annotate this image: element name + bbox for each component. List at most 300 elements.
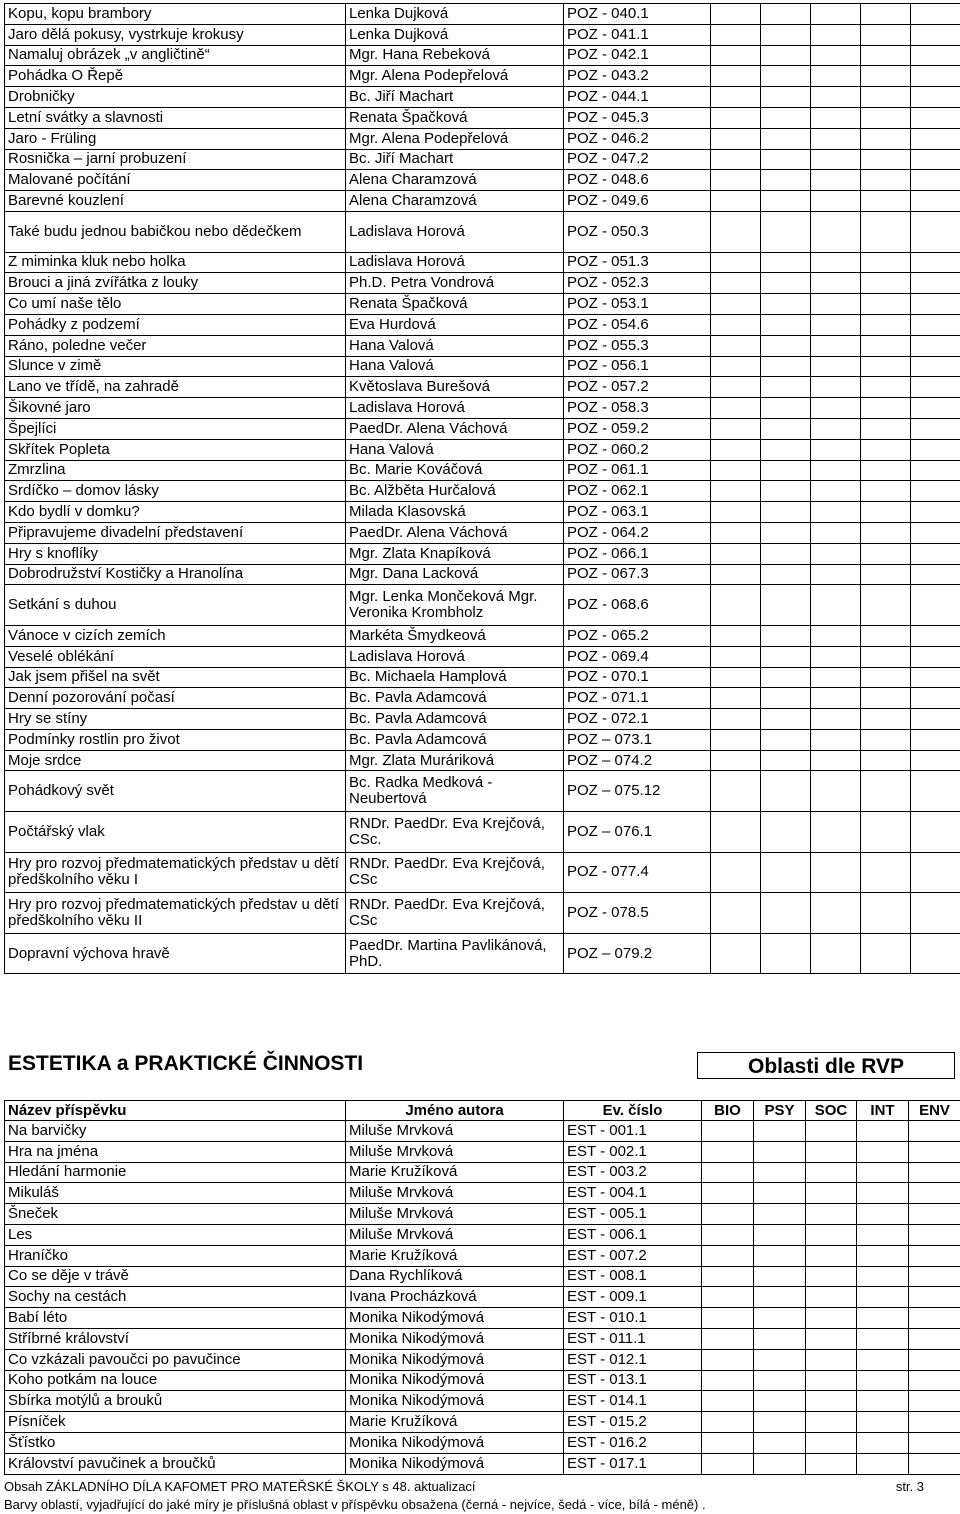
area-cell xyxy=(911,252,960,273)
table-row xyxy=(5,667,960,688)
area-cell xyxy=(861,273,911,294)
area-cell xyxy=(761,750,811,771)
cell-code: POZ - 053.1 xyxy=(564,294,711,315)
cell-code: EST - 001.1 xyxy=(564,1121,702,1142)
area-cell xyxy=(711,377,761,398)
table-row xyxy=(5,585,960,626)
area-cell xyxy=(911,502,960,523)
cell-code: POZ - 041.1 xyxy=(564,24,711,45)
area-cell xyxy=(861,750,911,771)
area-cell xyxy=(857,1412,909,1433)
area-cell xyxy=(857,1245,909,1266)
cell-code: POZ – 075.12 xyxy=(564,771,711,812)
cell-code: EST - 015.2 xyxy=(564,1412,702,1433)
cell-code: POZ - 049.6 xyxy=(564,191,711,212)
cell-author: Hana Valová xyxy=(346,356,564,377)
area-cell xyxy=(761,625,811,646)
cell-code: POZ - 062.1 xyxy=(564,481,711,502)
header-psy: PSY xyxy=(754,1101,806,1121)
area-cell xyxy=(861,418,911,439)
area-cell xyxy=(811,191,861,212)
table-row xyxy=(5,481,960,502)
area-cell xyxy=(911,933,960,974)
area-cell xyxy=(911,564,960,585)
area-cell xyxy=(754,1328,806,1349)
area-cell xyxy=(711,66,761,87)
area-cell xyxy=(711,398,761,419)
table-row xyxy=(5,314,960,335)
area-cell xyxy=(861,377,911,398)
area-cell xyxy=(811,377,861,398)
area-cell xyxy=(761,852,811,893)
area-cell xyxy=(754,1412,806,1433)
area-cell xyxy=(761,211,811,252)
cell-title: Sbírka motýlů a brouků xyxy=(5,1391,346,1412)
area-cell xyxy=(811,24,861,45)
area-cell xyxy=(857,1328,909,1349)
table-row xyxy=(5,128,960,149)
area-cell xyxy=(811,45,861,66)
area-cell xyxy=(857,1453,909,1474)
area-cell xyxy=(761,418,811,439)
area-cell xyxy=(811,543,861,564)
area-cell xyxy=(761,107,811,128)
area-cell xyxy=(909,1432,960,1453)
table-row xyxy=(5,1266,960,1287)
area-cell xyxy=(861,439,911,460)
cell-code: POZ - 066.1 xyxy=(564,543,711,564)
cell-title: Co vzkázali pavoučci po pavučince xyxy=(5,1349,346,1370)
cell-code: EST - 008.1 xyxy=(564,1266,702,1287)
area-cell xyxy=(911,812,960,853)
area-cell xyxy=(806,1432,857,1453)
cell-author: Miluše Mrvková xyxy=(346,1183,564,1204)
area-cell xyxy=(811,522,861,543)
area-cell xyxy=(861,66,911,87)
area-cell xyxy=(811,646,861,667)
area-cell xyxy=(711,128,761,149)
area-cell xyxy=(811,709,861,730)
rvp-areas-title: Oblasti dle RVP xyxy=(697,1052,955,1079)
cell-title: Vánoce v cizích zemích xyxy=(5,625,346,646)
cell-author: RNDr. PaedDr. Eva Krejčová, CSc. xyxy=(346,812,564,853)
cell-author: Eva Hurdová xyxy=(346,314,564,335)
area-cell xyxy=(861,4,911,25)
area-cell xyxy=(711,625,761,646)
area-cell xyxy=(811,460,861,481)
area-cell xyxy=(711,709,761,730)
area-cell xyxy=(861,933,911,974)
cell-title: Koho potkám na louce xyxy=(5,1370,346,1391)
area-cell xyxy=(861,107,911,128)
cell-title: Špejlíci xyxy=(5,418,346,439)
area-cell xyxy=(702,1121,754,1142)
area-cell xyxy=(811,481,861,502)
area-cell xyxy=(761,585,811,626)
table-row xyxy=(5,45,960,66)
cell-title: Drobničky xyxy=(5,87,346,108)
area-cell xyxy=(711,45,761,66)
area-cell xyxy=(761,377,811,398)
cell-title: Počtářský vlak xyxy=(5,812,346,853)
area-cell xyxy=(811,893,861,934)
area-cell xyxy=(857,1224,909,1245)
area-cell xyxy=(761,771,811,812)
cell-title: Denní pozorování počasí xyxy=(5,688,346,709)
area-cell xyxy=(702,1432,754,1453)
cell-title: Kdo bydlí v domku? xyxy=(5,502,346,523)
area-cell xyxy=(702,1245,754,1266)
area-cell xyxy=(711,24,761,45)
cell-code: POZ - 044.1 xyxy=(564,87,711,108)
area-cell xyxy=(806,1141,857,1162)
area-cell xyxy=(811,564,861,585)
area-cell xyxy=(711,439,761,460)
area-cell xyxy=(909,1141,960,1162)
cell-title: Ráno, poledne večer xyxy=(5,335,346,356)
cell-title: Kopu, kopu brambory xyxy=(5,4,346,25)
cell-author: Bc. Pavla Adamcová xyxy=(346,729,564,750)
area-cell xyxy=(761,45,811,66)
area-cell xyxy=(909,1162,960,1183)
area-cell xyxy=(811,688,861,709)
area-cell xyxy=(811,66,861,87)
cell-code: POZ – 073.1 xyxy=(564,729,711,750)
table-row xyxy=(5,439,960,460)
area-cell xyxy=(754,1370,806,1391)
area-cell xyxy=(754,1266,806,1287)
table-row xyxy=(5,771,960,812)
cell-author: Lenka Dujková xyxy=(346,24,564,45)
area-cell xyxy=(911,852,960,893)
area-cell xyxy=(811,933,861,974)
cell-title: Les xyxy=(5,1224,346,1245)
cell-title: Sochy na cestách xyxy=(5,1287,346,1308)
area-cell xyxy=(861,502,911,523)
cell-author: Ladislava Horová xyxy=(346,398,564,419)
cell-author: Monika Nikodýmová xyxy=(346,1308,564,1329)
section-title: ESTETIKA a PRAKTICKÉ ČINNOSTI xyxy=(8,1052,364,1075)
area-cell xyxy=(711,852,761,893)
header-author: Jméno autora xyxy=(346,1101,564,1121)
cell-author: Bc. Radka Medková - Neubertová xyxy=(346,771,564,812)
area-cell xyxy=(857,1121,909,1142)
area-cell xyxy=(811,252,861,273)
area-cell xyxy=(711,893,761,934)
table-row xyxy=(5,335,960,356)
table-row xyxy=(5,66,960,87)
cell-title: Co se děje v trávě xyxy=(5,1266,346,1287)
area-cell xyxy=(761,502,811,523)
area-cell xyxy=(806,1183,857,1204)
area-cell xyxy=(861,314,911,335)
area-cell xyxy=(761,24,811,45)
table-row xyxy=(5,24,960,45)
cell-title: Barevné kouzlení xyxy=(5,191,346,212)
table-row xyxy=(5,418,960,439)
area-cell xyxy=(861,585,911,626)
table-row xyxy=(5,191,960,212)
area-cell xyxy=(861,356,911,377)
area-cell xyxy=(711,107,761,128)
area-cell xyxy=(711,646,761,667)
cell-title: Písníček xyxy=(5,1412,346,1433)
table-row xyxy=(5,1245,960,1266)
cell-code: EST - 016.2 xyxy=(564,1432,702,1453)
area-cell xyxy=(754,1287,806,1308)
cell-code: EST - 010.1 xyxy=(564,1308,702,1329)
cell-author: Renata Špačková xyxy=(346,294,564,315)
cell-author: Bc. Michaela Hamplová xyxy=(346,667,564,688)
cell-title: Jak jsem přišel na svět xyxy=(5,667,346,688)
area-cell xyxy=(761,481,811,502)
cell-title: Zmrzlina xyxy=(5,460,346,481)
area-cell xyxy=(911,585,960,626)
cell-code: POZ - 051.3 xyxy=(564,252,711,273)
cell-author: Monika Nikodýmová xyxy=(346,1328,564,1349)
area-cell xyxy=(861,852,911,893)
area-cell xyxy=(861,398,911,419)
cell-author: Monika Nikodýmová xyxy=(346,1370,564,1391)
cell-code: POZ - 067.3 xyxy=(564,564,711,585)
area-cell xyxy=(911,750,960,771)
area-cell xyxy=(761,4,811,25)
cell-title: Stříbrné království xyxy=(5,1328,346,1349)
area-cell xyxy=(761,933,811,974)
area-cell xyxy=(909,1287,960,1308)
table-row xyxy=(5,688,960,709)
area-cell xyxy=(857,1162,909,1183)
cell-author: Mgr. Dana Lacková xyxy=(346,564,564,585)
area-cell xyxy=(857,1183,909,1204)
area-cell xyxy=(909,1308,960,1329)
area-cell xyxy=(861,481,911,502)
area-cell xyxy=(811,4,861,25)
area-cell xyxy=(711,4,761,25)
area-cell xyxy=(861,294,911,315)
table-row xyxy=(5,564,960,585)
area-cell xyxy=(806,1453,857,1474)
area-cell xyxy=(761,252,811,273)
cell-title: Také budu jednou babičkou nebo dědečkem xyxy=(5,211,346,252)
area-cell xyxy=(702,1453,754,1474)
cell-code: EST - 004.1 xyxy=(564,1183,702,1204)
area-cell xyxy=(711,356,761,377)
area-cell xyxy=(861,564,911,585)
cell-author: Monika Nikodýmová xyxy=(346,1391,564,1412)
area-cell xyxy=(911,667,960,688)
cell-code: POZ - 059.2 xyxy=(564,418,711,439)
area-cell xyxy=(761,564,811,585)
cell-title: Slunce v zimě xyxy=(5,356,346,377)
area-cell xyxy=(702,1349,754,1370)
cell-author: Bc. Pavla Adamcová xyxy=(346,709,564,730)
cell-code: POZ - 050.3 xyxy=(564,211,711,252)
cell-code: EST - 009.1 xyxy=(564,1287,702,1308)
cell-author: Monika Nikodýmová xyxy=(346,1453,564,1474)
area-cell xyxy=(761,87,811,108)
cell-title: Z miminka kluk nebo holka xyxy=(5,252,346,273)
area-cell xyxy=(811,294,861,315)
area-cell xyxy=(857,1370,909,1391)
area-cell xyxy=(909,1121,960,1142)
area-cell xyxy=(909,1266,960,1287)
cell-code: POZ - 060.2 xyxy=(564,439,711,460)
cell-title: Šikovné jaro xyxy=(5,398,346,419)
area-cell xyxy=(761,66,811,87)
area-cell xyxy=(857,1204,909,1225)
cell-title: Lano ve třídě, na zahradě xyxy=(5,377,346,398)
table-row xyxy=(5,893,960,934)
area-cell xyxy=(806,1266,857,1287)
area-cell xyxy=(857,1266,909,1287)
cell-code: EST - 002.1 xyxy=(564,1141,702,1162)
area-cell xyxy=(911,688,960,709)
area-cell xyxy=(861,460,911,481)
cell-title: Namaluj obrázek „v angličtině“ xyxy=(5,45,346,66)
cell-author: Květoslava Burešová xyxy=(346,377,564,398)
area-cell xyxy=(754,1391,806,1412)
cell-code: POZ - 047.2 xyxy=(564,149,711,170)
cell-code: POZ - 069.4 xyxy=(564,646,711,667)
area-cell xyxy=(806,1391,857,1412)
cell-title: Království pavučinek a broučků xyxy=(5,1453,346,1474)
area-cell xyxy=(806,1162,857,1183)
cell-code: POZ – 076.1 xyxy=(564,812,711,853)
table-row xyxy=(5,729,960,750)
cell-author: Miluše Mrvková xyxy=(346,1224,564,1245)
table-row xyxy=(5,1204,960,1225)
area-cell xyxy=(811,211,861,252)
area-cell xyxy=(857,1308,909,1329)
table-row xyxy=(5,87,960,108)
cell-code: POZ - 078.5 xyxy=(564,893,711,934)
header-code: Ev. číslo xyxy=(564,1101,702,1121)
area-cell xyxy=(711,314,761,335)
area-cell xyxy=(861,211,911,252)
area-cell xyxy=(711,522,761,543)
cell-code: POZ - 077.4 xyxy=(564,852,711,893)
area-cell xyxy=(761,191,811,212)
area-cell xyxy=(861,625,911,646)
cell-author: PaedDr. Alena Váchová xyxy=(346,418,564,439)
cell-title: Mikuláš xyxy=(5,1183,346,1204)
area-cell xyxy=(811,625,861,646)
area-cell xyxy=(761,688,811,709)
area-cell xyxy=(861,128,911,149)
area-cell xyxy=(811,812,861,853)
table-row xyxy=(5,1183,960,1204)
area-cell xyxy=(811,314,861,335)
area-cell xyxy=(761,667,811,688)
area-cell xyxy=(711,543,761,564)
cell-code: POZ - 040.1 xyxy=(564,4,711,25)
area-cell xyxy=(711,481,761,502)
area-cell xyxy=(909,1204,960,1225)
cell-title: Pohádky z podzemí xyxy=(5,314,346,335)
area-cell xyxy=(754,1224,806,1245)
area-cell xyxy=(761,522,811,543)
cell-author: Miluše Mrvková xyxy=(346,1121,564,1142)
area-cell xyxy=(754,1349,806,1370)
area-cell xyxy=(761,460,811,481)
cell-author: Bc. Pavla Adamcová xyxy=(346,688,564,709)
area-cell xyxy=(861,709,911,730)
cell-code: EST - 007.2 xyxy=(564,1245,702,1266)
cell-title: Moje srdce xyxy=(5,750,346,771)
cell-code: POZ - 045.3 xyxy=(564,107,711,128)
cell-code: POZ - 057.2 xyxy=(564,377,711,398)
table-row xyxy=(5,356,960,377)
cell-code: EST - 006.1 xyxy=(564,1224,702,1245)
area-cell xyxy=(909,1183,960,1204)
cell-code: POZ - 070.1 xyxy=(564,667,711,688)
cell-author: Marie Kružíková xyxy=(346,1245,564,1266)
area-cell xyxy=(911,522,960,543)
area-cell xyxy=(761,893,811,934)
cell-author: Mgr. Alena Podepřelová xyxy=(346,128,564,149)
area-cell xyxy=(911,335,960,356)
cell-author: PaedDr. Alena Váchová xyxy=(346,522,564,543)
area-cell xyxy=(909,1391,960,1412)
area-cell xyxy=(806,1224,857,1245)
cell-author: Ivana Procházková xyxy=(346,1287,564,1308)
cell-author: Marie Kružíková xyxy=(346,1412,564,1433)
cell-author: Mgr. Zlata Muráriková xyxy=(346,750,564,771)
area-cell xyxy=(761,170,811,191)
cell-title: Veselé oblékání xyxy=(5,646,346,667)
area-cell xyxy=(911,128,960,149)
area-cell xyxy=(806,1412,857,1433)
area-cell xyxy=(811,852,861,893)
table-row xyxy=(5,1287,960,1308)
area-cell xyxy=(911,418,960,439)
cell-code: POZ - 068.6 xyxy=(564,585,711,626)
area-cell xyxy=(861,688,911,709)
area-cell xyxy=(857,1349,909,1370)
area-cell xyxy=(806,1349,857,1370)
cell-title: Hry pro rozvoj předmatematických představ u dětí předškolního věku I xyxy=(5,852,346,893)
area-cell xyxy=(861,893,911,934)
area-cell xyxy=(909,1349,960,1370)
area-cell xyxy=(911,211,960,252)
area-cell xyxy=(811,418,861,439)
cell-author: Miluše Mrvková xyxy=(346,1204,564,1225)
area-cell xyxy=(857,1287,909,1308)
cell-code: EST - 005.1 xyxy=(564,1204,702,1225)
area-cell xyxy=(711,273,761,294)
cell-author: Mgr. Zlata Knapíková xyxy=(346,543,564,564)
area-cell xyxy=(806,1287,857,1308)
cell-author: Alena Charamzová xyxy=(346,191,564,212)
cell-title: Šťístko xyxy=(5,1432,346,1453)
area-cell xyxy=(911,356,960,377)
table-row xyxy=(5,4,960,25)
area-cell xyxy=(811,87,861,108)
area-cell xyxy=(761,273,811,294)
header-soc: SOC xyxy=(806,1101,857,1121)
area-cell xyxy=(806,1204,857,1225)
area-cell xyxy=(711,294,761,315)
area-cell xyxy=(811,335,861,356)
cell-title: Hry se stíny xyxy=(5,709,346,730)
table-row xyxy=(5,1453,960,1474)
cell-code: POZ – 079.2 xyxy=(564,933,711,974)
cell-title: Pohádka O Řepě xyxy=(5,66,346,87)
area-cell xyxy=(761,398,811,419)
table-row xyxy=(5,646,960,667)
table-row xyxy=(5,1370,960,1391)
